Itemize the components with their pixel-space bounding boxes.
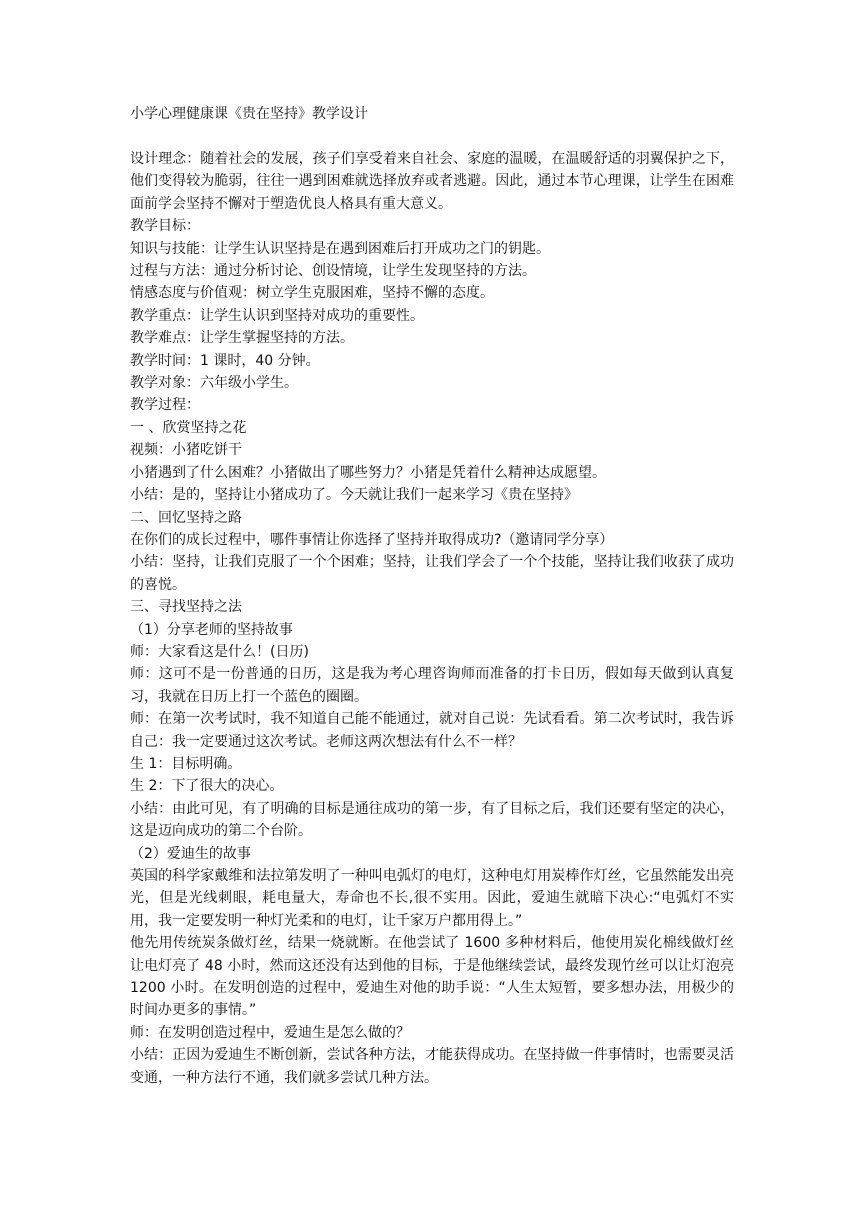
body-paragraph: 师：在第一次考试时，我不知道自己能不能通过，就对自己说：先试看看。第二次考试时，我告诉自己：我一定要通过这次考试。老师这两次想法有什么不一样？ bbox=[130, 711, 734, 750]
body-paragraph: （2）爱迪生的故事 bbox=[130, 845, 251, 862]
body-paragraph: （1）分享老师的坚持故事 bbox=[130, 621, 293, 638]
body-paragraph: 设计理念：随着社会的发展，孩子们享受着来自社会、家庭的温暖，在温暖舒适的羽翼保护之下，他们变得较为脆弱，往往一遇到困难就选择放弃或者逃避。因此，通过本节心理课，让学生在困难面前学会坚持不懈对于塑造优良人格具有重大意义。 bbox=[130, 151, 734, 212]
body-paragraph: 一 、欣赏坚持之花 bbox=[130, 419, 247, 436]
document-body bbox=[130, 148, 734, 1089]
body-paragraph: 生 2：下了很大的决心。 bbox=[130, 778, 284, 795]
body-paragraph: 教学过程： bbox=[130, 397, 200, 414]
body-paragraph: 视频：小猪吃饼干 bbox=[130, 442, 242, 459]
document-title: 小学心理健康课《贵在坚持》教学设计 bbox=[130, 106, 368, 122]
body-paragraph: 小结：坚持，让我们克服了一个个困难；坚持，让我们学会了一个个技能，坚持让我们收获了成功的喜悦。 bbox=[130, 554, 734, 593]
body-paragraph: 师：这可不是一份普通的日历，这是我为考心理咨询师而准备的打卡日历，假如每天做到认真复习，我就在日历上打一个蓝色的圈圈。 bbox=[130, 666, 734, 705]
body-paragraph: 师：大家看这是什么！(日历) bbox=[130, 643, 309, 660]
body-paragraph: 过程与方法：通过分析讨论、创设情境，让学生发现坚持的方法。 bbox=[130, 263, 536, 280]
body-paragraph: 教学难点：让学生掌握坚持的方法。 bbox=[130, 330, 354, 347]
body-paragraph: 小结：正因为爱迪生不断创新，尝试各种方法，才能获得成功。在坚持做一件事情时，也需要灵活变通，一种方法行不通，我们就多尝试几种方法。 bbox=[130, 1047, 734, 1086]
body-paragraph: 教学对象：六年级小学生。 bbox=[130, 375, 298, 392]
body-paragraph: 小结：是的，坚持让小猪成功了。今天就让我们一起来学习《贵在坚持》 bbox=[130, 487, 578, 504]
body-paragraph: 小结：由此可见，有了明确的目标是通往成功的第一步，有了目标之后，我们还要有坚定的决心，这是迈向成功的第二个台阶。 bbox=[130, 800, 734, 840]
body-paragraph: 生 1：目标明确。 bbox=[130, 755, 242, 772]
body-paragraph: 二、回忆坚持之路 bbox=[130, 509, 242, 526]
body-paragraph: 教学目标： bbox=[130, 218, 200, 235]
body-paragraph: 教学重点：让学生认识到坚持对成功的重要性。 bbox=[130, 307, 424, 324]
body-paragraph: 师：在发明创造过程中，爱迪生是怎么做的？ bbox=[130, 1024, 410, 1041]
body-paragraph: 他先用传统炭条做灯丝，结果一烧就断。在他尝试了 1600 多种材料后，他使用炭化棉线做灯丝让电灯亮了 48 小时，然而这还没有达到他的目标，于是他继续尝试，最终发现竹丝可以让灯泡亮 1200 小时。在发明创造的过程中，爱迪生对他的助手说：“人生太短暂，要多想办法，用极少的时间办更多的事情。” bbox=[130, 935, 734, 1019]
body-paragraph: 知识与技能：让学生认识坚持是在遇到困难后打开成功之门的钥匙。 bbox=[130, 240, 550, 257]
body-paragraph: 情感态度与价值观：树立学生克服困难，坚持不懈的态度。 bbox=[130, 285, 494, 302]
body-paragraph: 英国的科学家戴维和法拉第发明了一种叫电弧灯的电灯，这种电灯用炭棒作灯丝，它虽然能发出亮光，但是光线刺眼，耗电量大，寿命也不长,很不实用。因此，爱迪生就暗下决心:“电弧灯不实用，我一定要发明一种灯光柔和的电灯，让千家万户都用得上。” bbox=[130, 868, 734, 929]
body-paragraph: 三、寻找坚持之法 bbox=[130, 599, 242, 616]
body-paragraph: 小猪遇到了什么困难？小猪做出了哪些努力？小猪是凭着什么精神达成愿望。 bbox=[130, 464, 606, 481]
body-paragraph: 教学时间：1 课时，40 分钟。 bbox=[130, 352, 320, 369]
body-paragraph: 在你们的成长过程中，哪件事情让你选择了坚持并取得成功?（邀请同学分享） bbox=[130, 531, 614, 548]
